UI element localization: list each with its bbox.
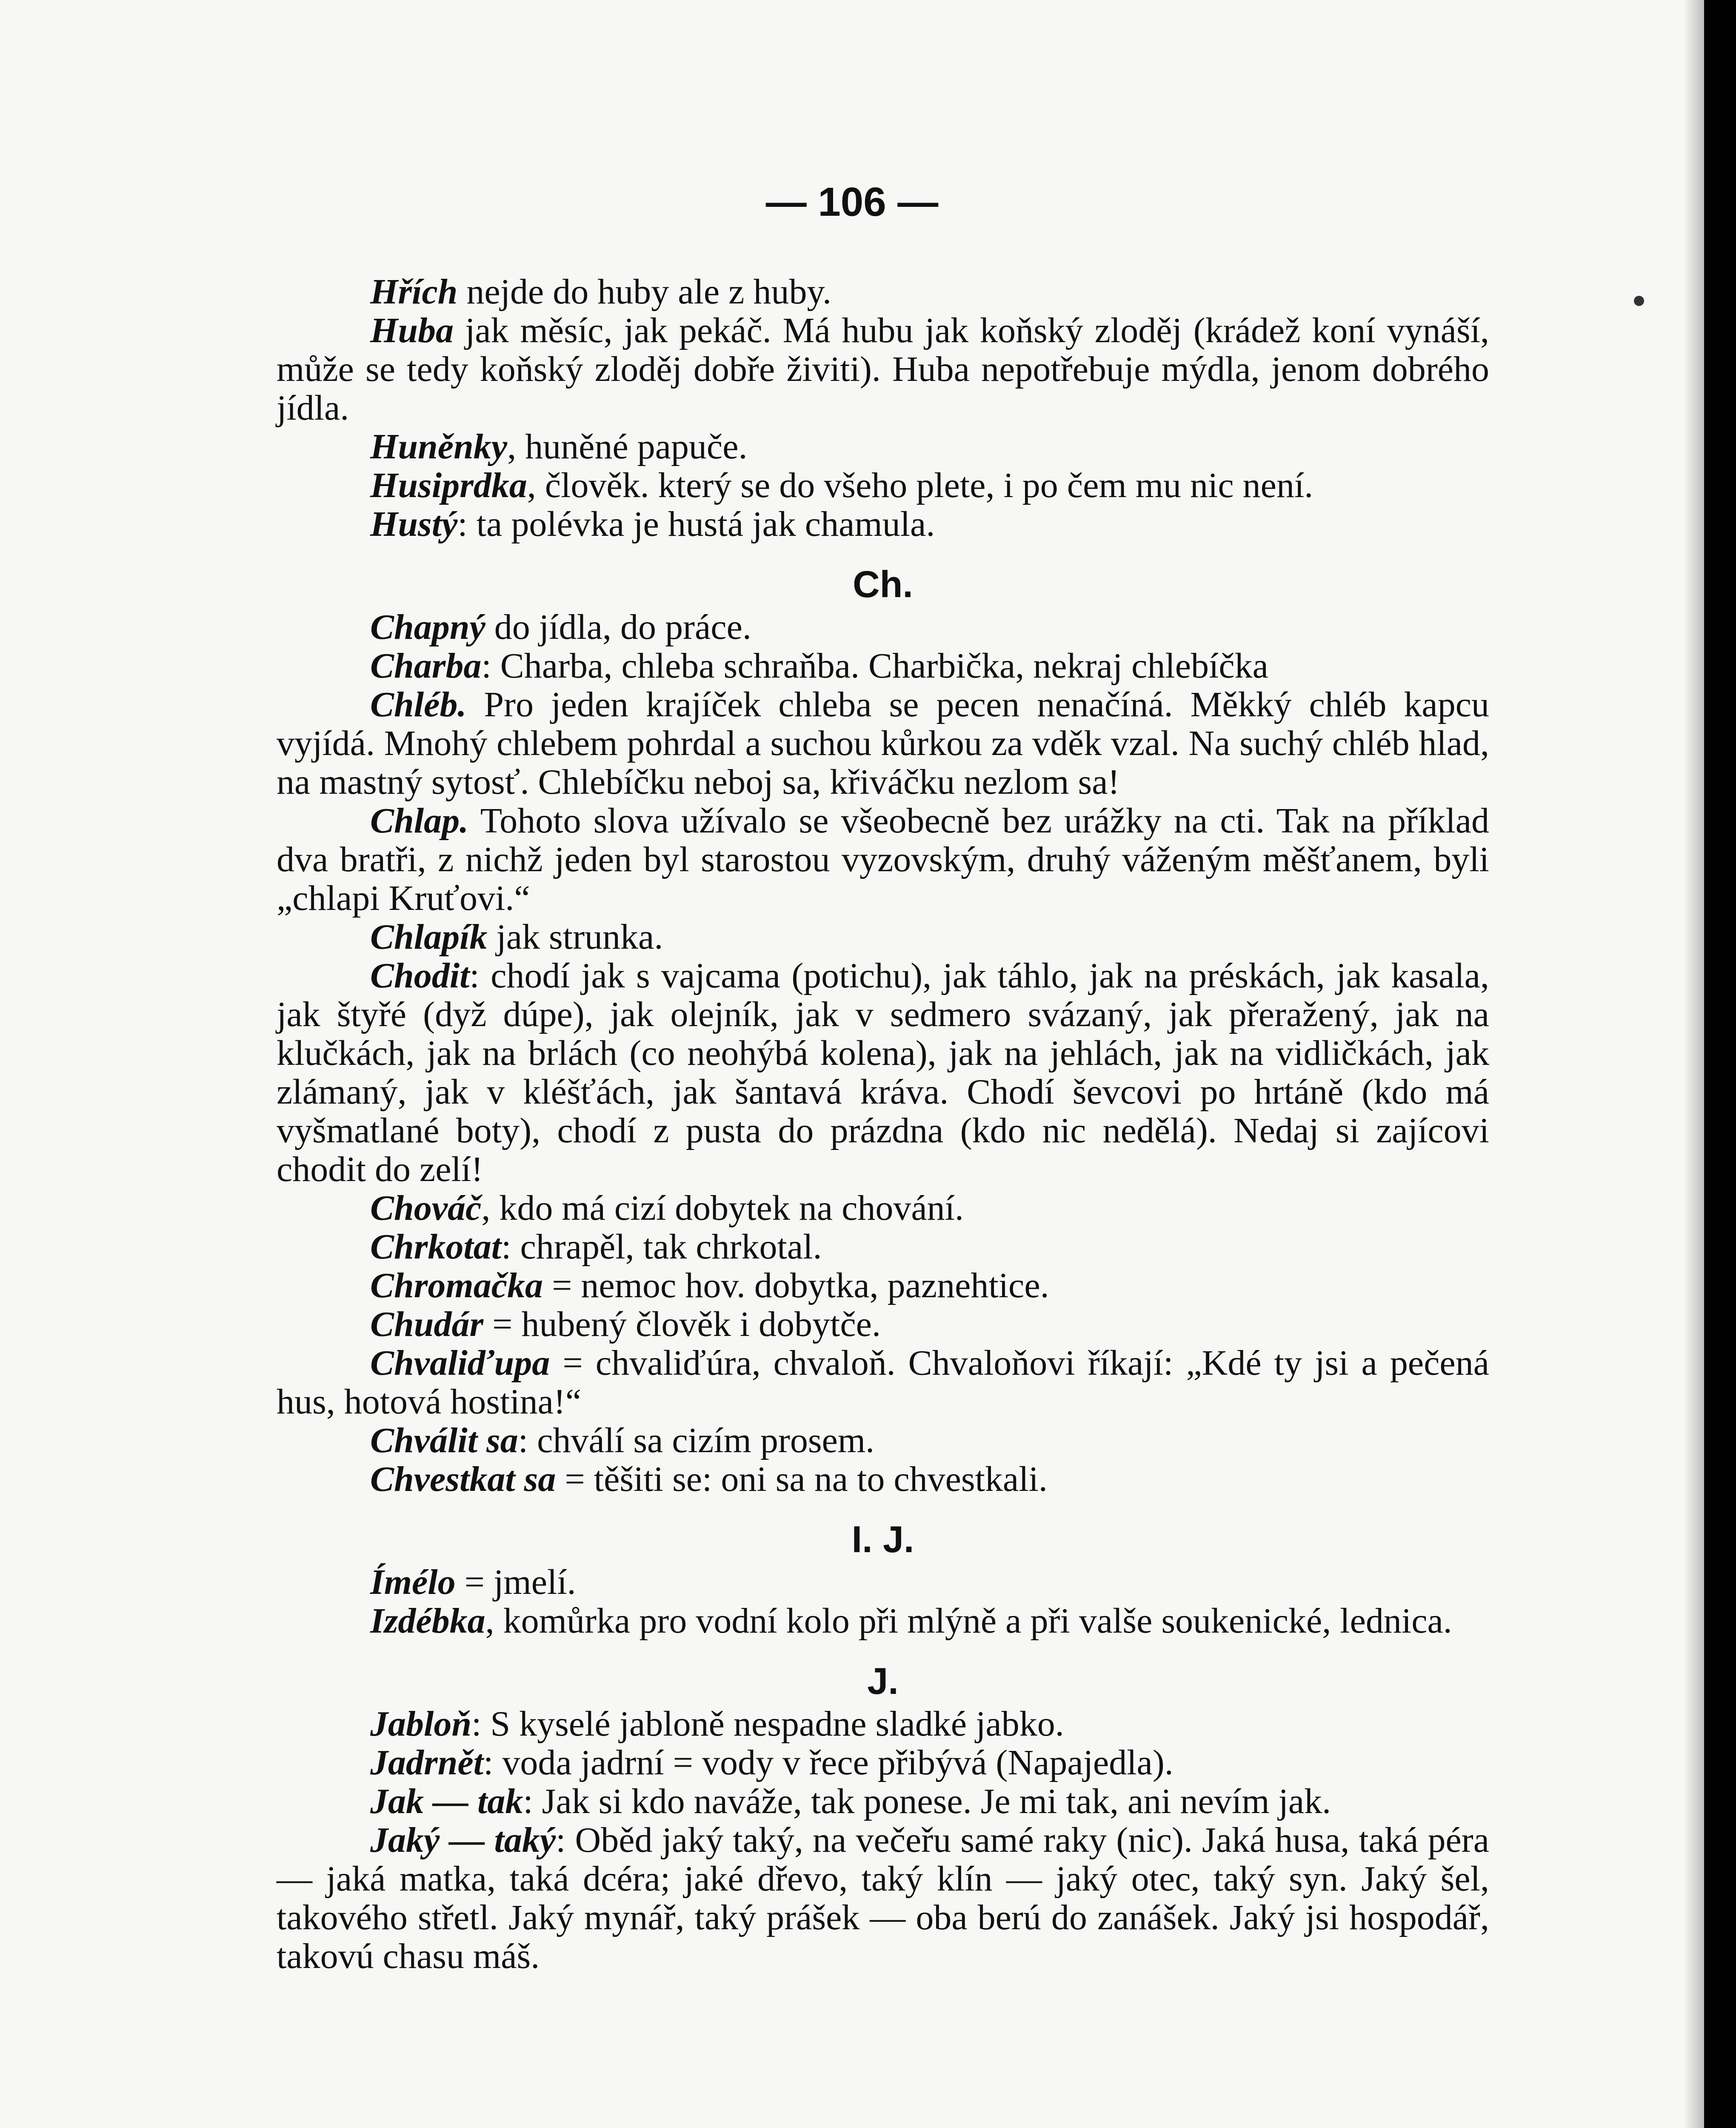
dictionary-entry xyxy=(277,1227,1489,1266)
entry-definition: , huněné papuče. xyxy=(507,427,748,466)
entry-definition: : ta polévka je hustá jak chamula. xyxy=(457,504,935,544)
entry-headword: Hřích xyxy=(370,272,458,312)
entry-definition: : chrapěl, tak chrkotal. xyxy=(501,1227,822,1267)
ink-speck xyxy=(1634,296,1644,306)
entries-ij xyxy=(277,1563,1489,1640)
entry-headword: Chromačka xyxy=(370,1266,543,1305)
entry-definition: = těšiti se: oni sa na to chvestkali. xyxy=(556,1459,1048,1499)
entry-definition: nejde do huby ale z huby. xyxy=(457,272,832,312)
entry-definition: , člověk. který se do všeho plete, i po čem mu nic není. xyxy=(527,466,1313,505)
page-edge-shadow xyxy=(1685,0,1704,2128)
entry-headword: Chudár xyxy=(370,1304,484,1344)
dictionary-entry xyxy=(277,646,1489,685)
dictionary-entry xyxy=(277,1266,1489,1305)
dictionary-entry xyxy=(277,685,1489,801)
entry-headword: Chléb. xyxy=(370,685,467,724)
entries-j xyxy=(277,1705,1489,1976)
dictionary-entry xyxy=(277,956,1489,1189)
entry-definition: jak měsíc, jak pekáč. Má hubu jak koňský zloděj (krádež koní vynáší, může se tedy koňský zloděj dobře živiti). Huba nepotřebuje mýdla, jenom dobrého jídla. xyxy=(277,311,1489,428)
entry-definition: = chvaliďúra, chvaloň. Chvaloňovi říkají: „Kdé ty jsi a pečená hus, hotová hostina!“ xyxy=(277,1343,1489,1422)
entry-headword: Jadrnět xyxy=(370,1743,484,1782)
entry-headword: Jaký — taký xyxy=(370,1820,556,1860)
dictionary-entry xyxy=(277,1782,1489,1821)
dictionary-entry xyxy=(277,1305,1489,1344)
entry-headword: Huba xyxy=(370,311,454,350)
entry-headword: Chvestkat sa xyxy=(370,1459,556,1499)
entry-headword: Husiprdka xyxy=(370,466,527,505)
entry-definition: : Jak si kdo naváže, tak ponese. Je mi tak, ani nevím jak. xyxy=(523,1782,1331,1821)
entry-definition: : chodí jak s vajcama (potichu), jak táhlo, jak na préskách, jak kasala, jak štyřé (dyž dúpe), jak olejník, jak v sedmero svázaný, jak přeražený, jak na klučkách, jak na brlách (co neohýbá kolena), jak na jehlách, jak na vidličkách, jak zlámaný, jak v kléšťách, jak šantavá kráva. Chodí ševcovi po hrtáně (kdo má vyšmatlané boty), chodí z pusta do prázdna (kdo nic nedělá). Nedaj si zajícovi chodit do zelí! xyxy=(277,956,1489,1189)
entry-headword: Hustý xyxy=(370,504,458,544)
entry-definition: Pro jeden krajíček chleba se pecen nenačíná. Měkký chléb kapcu vyjídá. Mnohý chlebem pohrdal a suchou kůrkou za vděk vzal. Na suchý chléb hlad, na mastný sytosť. Chlebíčku neboj sa, křiváčku nezlom sa! xyxy=(277,685,1489,802)
entry-headword: Chrkotat xyxy=(370,1227,502,1267)
entry-headword: Charba xyxy=(370,646,482,686)
entry-headword: Jak — tak xyxy=(370,1782,523,1821)
dictionary-entry xyxy=(277,272,1489,311)
entry-definition: : Oběd jaký taký, na večeřu samé raky (nic). Jaká husa, taká péra — jaká matka, taká dcéra; jaké dřevo, taký klín — jaký otec, taký syn. Jaký šel, takového střetl. Jaký mynář, taký prášek — oba berú do zanášek. Jaký jsi hospodář, takovú chasu máš. xyxy=(277,1820,1490,1976)
section-heading-ch: Ch. xyxy=(853,563,913,605)
entry-headword: Chapný xyxy=(370,607,485,647)
entry-definition: , komůrka pro vodní kolo při mlýně a při valše soukenické, lednica. xyxy=(485,1601,1452,1641)
section-heading-ij: I. J. xyxy=(851,1518,914,1560)
entry-headword: Jabloň xyxy=(370,1704,472,1744)
entry-definition: : S kyselé jabloně nespadne sladké jabko. xyxy=(471,1704,1064,1744)
section-heading-j: J. xyxy=(867,1660,899,1702)
page-number: — 106 — xyxy=(765,179,939,225)
dictionary-entry xyxy=(277,311,1489,427)
dictionary-entry xyxy=(277,1743,1489,1782)
dictionary-entry xyxy=(277,801,1489,918)
entry-definition: jak strunka. xyxy=(487,917,663,957)
dictionary-entry xyxy=(277,608,1489,646)
dictionary-entry xyxy=(277,466,1489,505)
entry-definition: : chválí sa cizím prosem. xyxy=(518,1421,875,1460)
entry-definition: , kdo má cizí dobytek na chování. xyxy=(481,1188,964,1228)
dictionary-entry xyxy=(277,505,1489,543)
entry-definition: = hubený člověk i dobytče. xyxy=(483,1304,881,1344)
dictionary-entry xyxy=(277,1705,1489,1743)
entries-h xyxy=(277,272,1489,543)
dictionary-entry xyxy=(277,1344,1489,1421)
entry-definition: : voda jadrní = vody v řece přibývá (Napajedla). xyxy=(483,1743,1174,1782)
entry-headword: Chvaliďupa xyxy=(370,1343,550,1383)
dictionary-entry xyxy=(277,1460,1489,1499)
entry-headword: Izdébka xyxy=(370,1601,485,1641)
dictionary-entry xyxy=(277,1189,1489,1227)
dictionary-entry xyxy=(277,1563,1489,1602)
entry-definition: do jídla, do práce. xyxy=(485,607,751,647)
dictionary-entry xyxy=(277,1421,1489,1460)
entry-headword: Ímélo xyxy=(370,1562,456,1602)
entry-headword: Chodit xyxy=(370,956,470,995)
entry-headword: Huněnky xyxy=(370,427,508,466)
dictionary-entry xyxy=(277,427,1489,466)
entry-definition: : Charba, chleba schraňba. Charbička, nekraj chlebíčka xyxy=(481,646,1268,686)
entry-definition: Tohoto slova užívalo se všeobecně bez urážky na cti. Tak na příklad dva bratři, z nichž jeden byl starostou vyzovským, druhý váženým měšťanem, byli „chlapi Kruťovi.“ xyxy=(277,801,1489,918)
dictionary-entry xyxy=(277,918,1489,956)
dictionary-entry xyxy=(277,1821,1489,1976)
entry-headword: Chováč xyxy=(370,1188,482,1228)
dictionary-entry xyxy=(277,1602,1489,1640)
entry-headword: Chlapík xyxy=(370,917,488,957)
dictionary-text xyxy=(277,272,1489,1976)
entries-ch xyxy=(277,608,1489,1499)
entry-definition: = nemoc hov. dobytka, paznehtice. xyxy=(543,1266,1049,1305)
entry-headword: Chválit sa xyxy=(370,1421,518,1460)
entry-headword: Chlap. xyxy=(370,801,469,841)
entry-definition: = jmelí. xyxy=(455,1562,576,1602)
